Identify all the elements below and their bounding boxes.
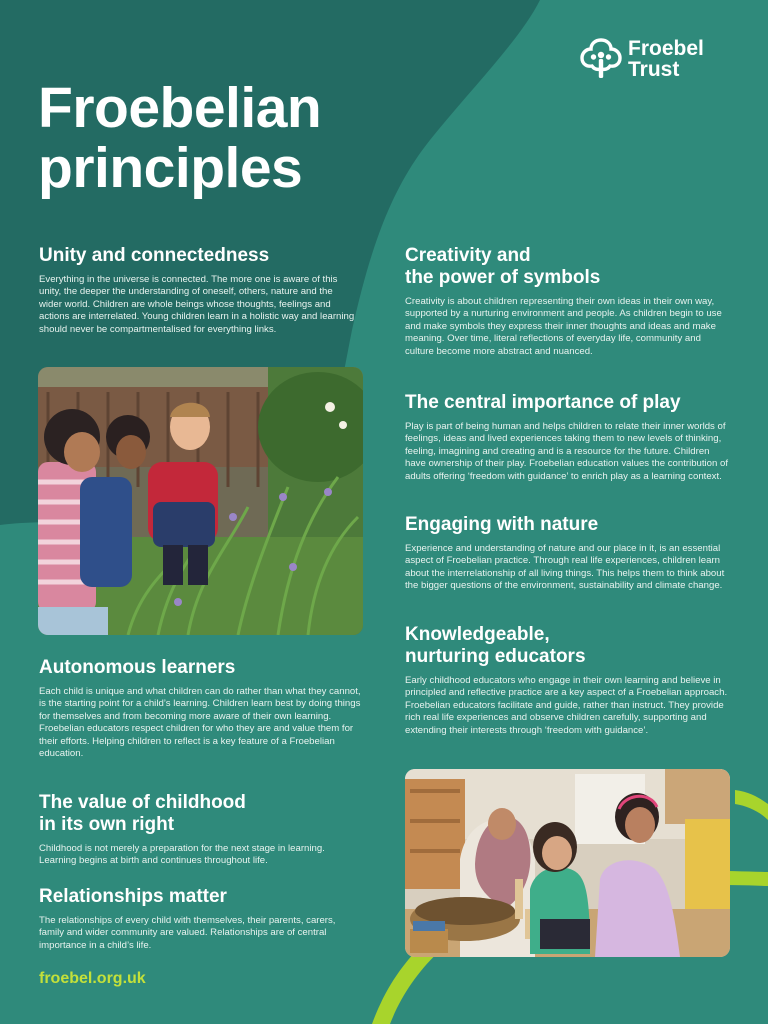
heading-line2: the power of symbols <box>405 267 601 288</box>
heading-line1: The value of childhood <box>39 792 246 813</box>
section-body: Each child is unique and what children can do rather than what they cannot, is the starting point for a child’s learning. Children learn best by doing things for themselves and from becoming more aware of their own learning. Froebelian educators respect children for who they are and value them for their efforts. Helping children to reflect is a key feature of a Froebelian education. <box>39 686 361 760</box>
section-body: The relationships of every child with themselves, their parents, carers, family and wider community are valued. Relationships are of central importance in a child’s life. <box>39 915 336 951</box>
section-body: Childhood is not merely a preparation for the next stage in learning. Learning begins at birth and continues throughout life. <box>39 843 325 867</box>
section-nurturing-educators <box>405 624 731 737</box>
section-relationships-matter <box>39 886 361 952</box>
section-importance-of-play <box>405 392 731 483</box>
heading-line2: in its own right <box>39 814 175 835</box>
section-value-of-childhood <box>39 792 361 868</box>
section-heading: Engaging with nature <box>405 514 599 535</box>
section-body: Experience and understanding of nature and our place in it, is an essential aspect of Froebelian practice. Through real life experiences, children learn about the interrelationship of all living things. This helps them to think about the bigger questions of the environment, sustainability and climate change. <box>405 543 725 592</box>
title-line2: principles <box>38 136 303 200</box>
tree-people-icon <box>580 38 622 80</box>
section-heading: Unity and connectedness <box>39 245 270 266</box>
logo-line1: Froebel <box>628 37 704 60</box>
heading-line1: Knowledgeable, <box>405 624 550 645</box>
section-heading <box>405 624 731 668</box>
photo-educator-children <box>405 769 730 957</box>
heading-line2: nurturing educators <box>405 646 586 667</box>
website-link[interactable]: froebel.org.uk <box>39 970 146 987</box>
section-unity <box>39 245 357 336</box>
logo-wordmark <box>628 38 704 80</box>
section-body: Play is part of being human and helps children to relate their inner worlds of feelings, ideas and lived experiences taking them to new levels of thinking, feeling, imagining and creating and is a resource for the future. Children have ownership of their play. Froebelian education values the contribution of adults offering ‘freedom with guidance’ to enrich play as a learning context. <box>405 421 729 482</box>
section-heading <box>39 792 361 836</box>
section-body: Everything in the universe is connected. The more one is aware of this unity, the deeper the understanding of oneself, others, nature and the wider world. Children are whole beings whose thoughts, feelings and actions are interrelated. Young children learn in a holistic way and learning should never be compartmentalised for everything links. <box>39 274 355 335</box>
garden-photo-illustration <box>38 367 363 635</box>
section-heading <box>405 245 731 289</box>
heading-line1: Creativity and <box>405 245 531 266</box>
classroom-photo-illustration <box>405 769 730 957</box>
section-body: Creativity is about children representing their own ideas in their own way, supported by a nurturing environment and people. As children begin to use and make symbols they express their inner thoughts and ideas and make meaning. Over time, literal reflections of everyday life, community and culture become more abstract and nuanced. <box>405 296 722 357</box>
section-body: Early childhood educators who engage in their own learning and believe in principled and reflective practice are a key aspect of a Froebelian approach. Froebelian educators facilitate and guide, rather than instruct. They provide rich real life experiences and observe children carefully, supporting and extending their interests through ‘freedom with guidance’. <box>405 675 728 736</box>
section-heading: The central importance of play <box>405 392 681 413</box>
section-creativity <box>405 245 731 358</box>
logo-line2: Trust <box>628 58 680 81</box>
section-autonomous-learners <box>39 657 361 760</box>
section-heading: Autonomous learners <box>39 657 236 678</box>
title-line1: Froebelian <box>38 76 322 140</box>
photo-children-garden <box>38 367 363 635</box>
section-heading: Relationships matter <box>39 886 227 907</box>
froebel-trust-logo[interactable] <box>580 38 704 80</box>
page-title <box>38 78 321 198</box>
section-engaging-with-nature <box>405 514 731 593</box>
